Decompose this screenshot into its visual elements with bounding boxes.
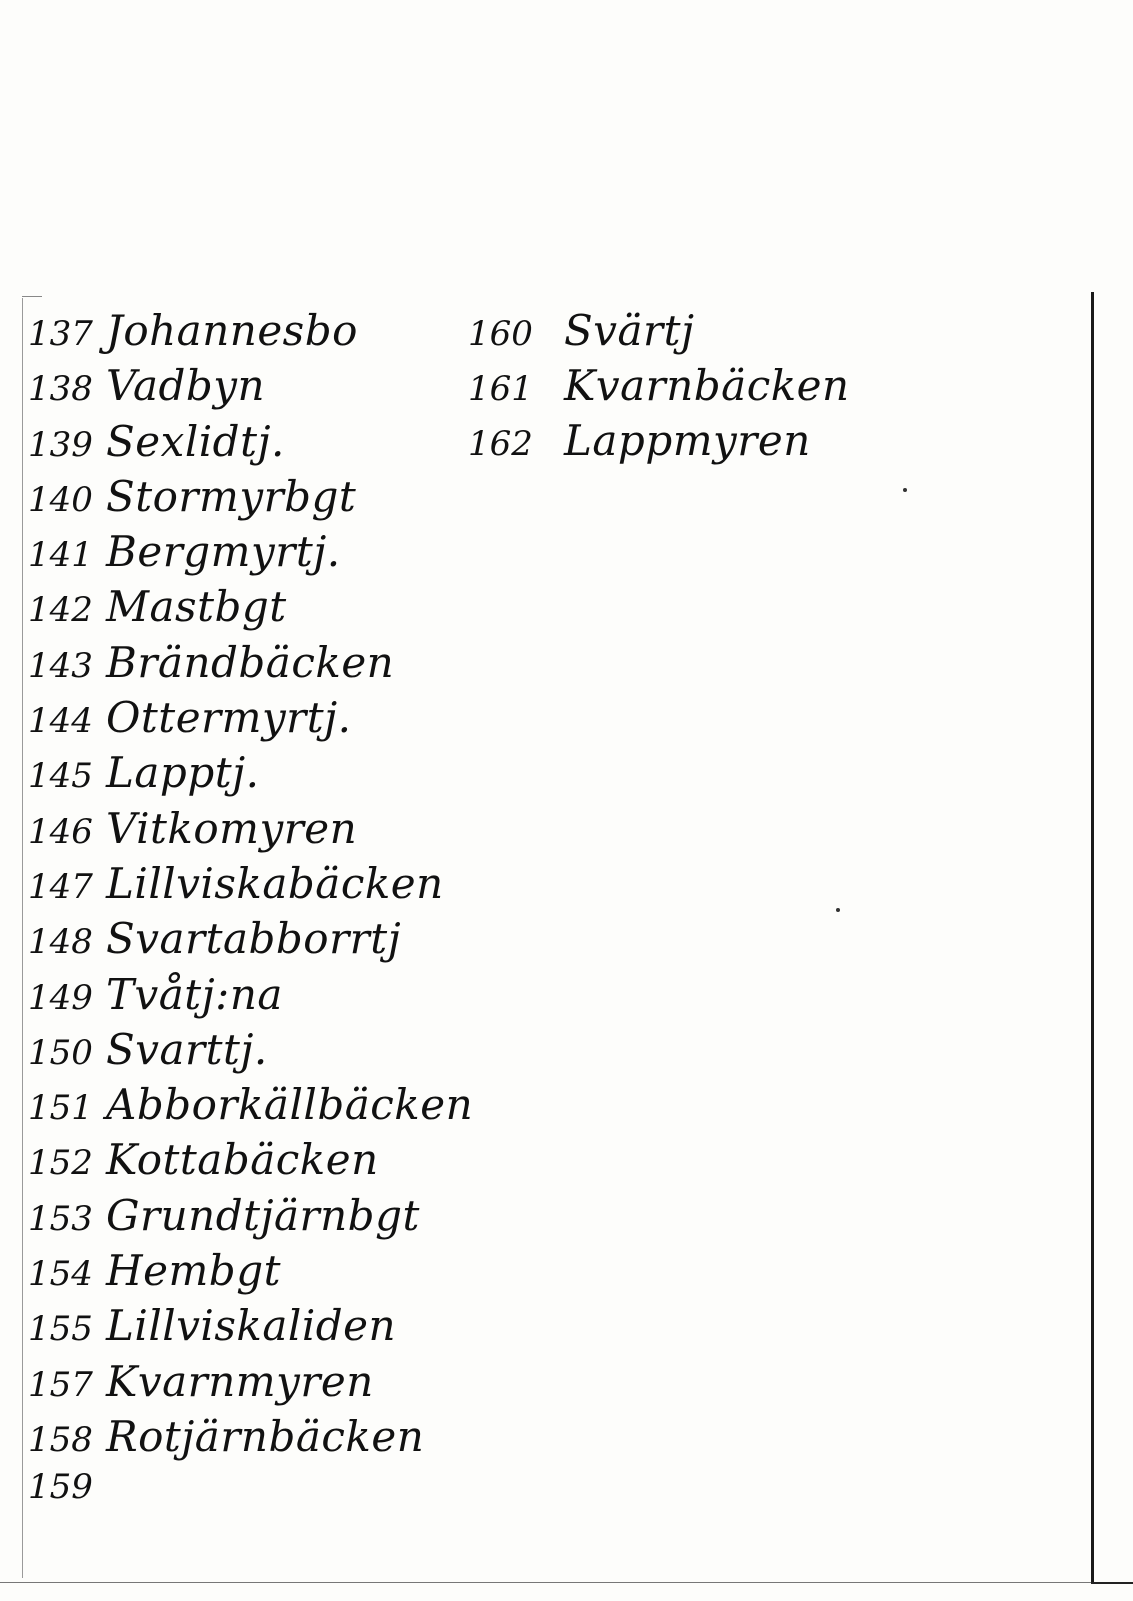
left-entry-list [28,306,473,1523]
entry-name: Johannesbo [106,306,358,355]
list-item [468,361,850,416]
right-entry-list [468,306,850,471]
entry-name: Lillviskaliden [106,1301,397,1351]
left-margin-top-line [22,296,42,297]
entry-number: 138 [28,369,93,410]
entry-number: 158 [28,1419,93,1460]
entry-name: Kottabäcken [106,1135,379,1185]
list-item [28,1412,473,1467]
list-item [28,417,473,472]
entry-number: 139 [28,424,93,465]
entry-number: 144 [28,701,93,742]
entry-number: 150 [28,1032,93,1073]
entry-number: 159 [28,1467,93,1508]
entry-number: 137 [28,314,93,354]
list-item [28,527,473,582]
list-item [28,693,473,748]
bottom-corner-mark [1091,1582,1133,1584]
entry-number: 142 [28,590,93,631]
entry-name: Grundtjärnbgt [106,1190,420,1240]
entry-name: Mastbgt [106,582,287,632]
entry-name: Vadbyn [106,361,266,411]
list-item [28,1357,473,1412]
entry-name: Svärtj [564,306,695,355]
list-item [28,1135,473,1190]
entry-number: 146 [28,811,93,852]
entry-number: 141 [28,535,93,576]
list-item [28,914,473,969]
entry-name: Hembgt [106,1246,281,1296]
entry-name: Lillviskabäcken [106,858,444,908]
entry-number: 161 [468,369,533,409]
list-item [28,1080,473,1135]
right-margin-line [1091,292,1094,1582]
entry-number: 151 [28,1088,93,1129]
entry-number: 152 [28,1143,93,1184]
entry-name: Svartabborrtj [106,914,402,964]
list-item [28,804,473,859]
entry-name: Rotjärnbäcken [106,1411,425,1461]
ink-speck [903,488,907,492]
list-item [28,472,473,527]
list-item [28,361,473,416]
entry-number: 143 [28,645,93,686]
entry-number: 157 [28,1364,93,1405]
entry-name: Bergmyrtj. [106,527,341,577]
entry-number: 147 [28,866,93,907]
entry-name: Svarttj. [106,1024,268,1074]
entry-name: Kvarnmyren [106,1356,374,1406]
entry-name: Tvåtj:na [106,969,283,1019]
entry-name: Ottermyrtj. [106,693,352,743]
entry-number: 145 [28,756,93,797]
list-item [28,859,473,914]
entry-name: Sexlidtj. [106,416,285,466]
list-item [28,1191,473,1246]
left-margin-line [22,298,23,1578]
entry-number: 148 [28,922,93,963]
list-item [28,1467,473,1522]
list-item [468,306,850,361]
entry-number: 154 [28,1254,93,1295]
entry-number: 149 [28,977,93,1018]
list-item [28,1246,473,1301]
entry-number: 140 [28,479,93,520]
entry-name: Kvarnbäcken [564,361,850,410]
entry-number: 160 [468,314,533,354]
list-item [28,306,473,361]
entry-number: 155 [28,1309,93,1350]
entry-number: 162 [468,424,533,464]
list-item [28,638,473,693]
entry-name: Vitkomyren [106,803,358,853]
bottom-edge-line [0,1582,1133,1583]
list-item [468,416,850,471]
entry-name: Lapptj. [106,748,260,798]
list-item [28,748,473,803]
entry-name: Brändbäcken [106,637,395,687]
ink-speck [836,908,840,912]
entry-name: Stormyrbgt [106,471,357,521]
entry-name: Lappmyren [564,416,811,465]
list-item [28,970,473,1025]
entry-name: Abborkällbäcken [106,1080,474,1130]
list-item [28,582,473,637]
list-item [28,1301,473,1356]
entry-number: 153 [28,1198,93,1239]
list-item [28,1025,473,1080]
